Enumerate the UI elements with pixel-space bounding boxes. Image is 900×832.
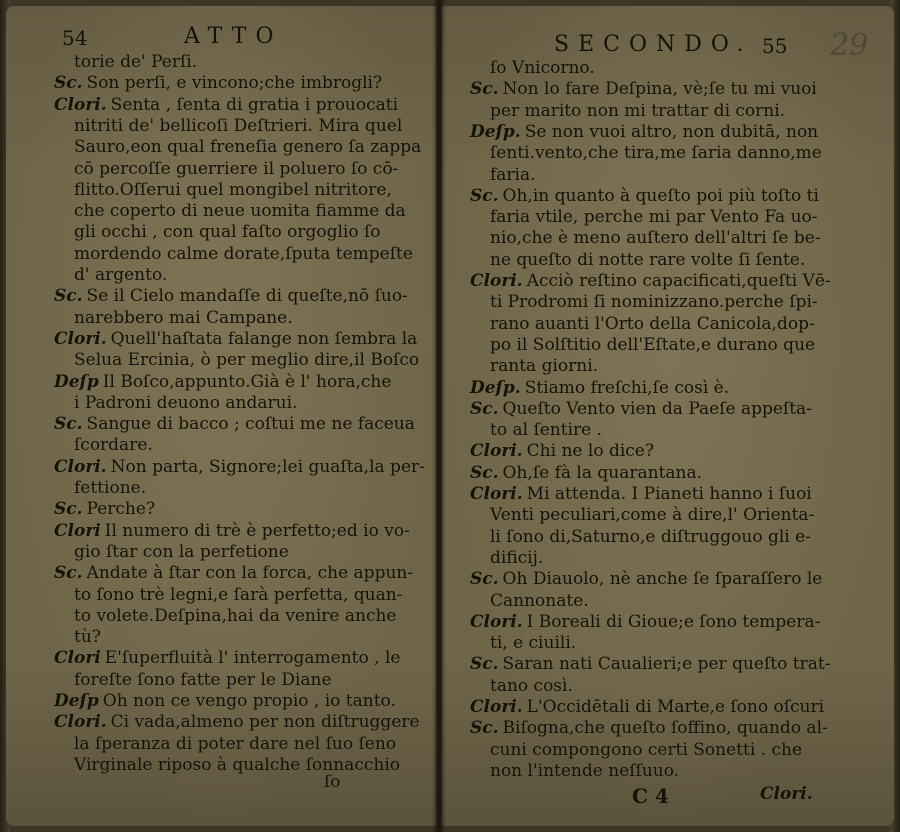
line-text: gio ſtar con la perfetione: [74, 541, 289, 562]
line-text: faria vtile, perche mi par Vento Fa uo-: [490, 207, 818, 228]
running-head: ATTO: [184, 24, 283, 49]
text-line: [470, 569, 822, 589]
line-text: rano auanti l'Orto della Canicola,dop-: [490, 313, 815, 334]
line-text: narebbero mai Campane.: [74, 307, 293, 328]
line-text: tù?: [74, 627, 101, 648]
page-number: 54: [62, 26, 88, 50]
text-line: [470, 740, 802, 760]
line-text: Acciò reſtino capacificati,queſti Vē-: [526, 271, 831, 291]
line-text: faria.: [490, 164, 536, 185]
text-line: [54, 180, 392, 200]
line-text: flitto.Oſſerui quel mongibel nitritore,: [74, 179, 392, 200]
line-text: L'Occidētali di Marte,e ſono oſcuri: [526, 697, 825, 717]
line-text: to volete.Deſpina,hai da venire anche: [74, 605, 397, 626]
text-line: [470, 292, 818, 312]
text-line: [470, 654, 830, 674]
line-text: ranta giorni.: [490, 356, 599, 377]
line-text: Non lo fare Deſpina, vè;ſe tu mi vuoi: [502, 79, 817, 100]
text-line: [54, 734, 396, 754]
text-line: [470, 228, 821, 248]
line-text: mordendo calme dorate,ſputa tempeſte: [74, 243, 413, 264]
line-text: Se non vuoi altro, non dubitā, non: [524, 121, 819, 142]
line-text: Mi attenda. I Pianeti hanno i ſuoi: [526, 484, 812, 504]
line-text: ſenti.vento,che tira,me ſaria danno,me: [490, 143, 822, 164]
line-text: Selua Ercinia, ò per meglio dire,il Boſco: [74, 350, 420, 371]
text-line: [470, 356, 598, 376]
line-text: d' argento.: [74, 265, 168, 285]
text-line: [54, 435, 153, 455]
line-text: Oh,ſe fà la quarantana.: [502, 462, 703, 483]
line-text: Se il Cielo mandaſſe di queſte,nō ſuo-: [86, 286, 408, 307]
speaker-label: Sc.: [54, 563, 83, 584]
line-text: Biſogna,che queſto ſoffino, quando al-: [502, 718, 828, 739]
text-line: [54, 201, 406, 221]
text-line: [54, 73, 382, 93]
speaker-label: Sc.: [470, 569, 499, 590]
text-line: [470, 633, 576, 653]
text-line: [470, 399, 812, 419]
text-line: [470, 441, 654, 461]
line-text: ſo Vnicorno.: [490, 58, 595, 78]
line-text: to al ſentire .: [490, 420, 603, 441]
speaker-label: Sc.: [54, 499, 83, 520]
line-text: Stiamo freſchi,ſe così è.: [524, 377, 730, 398]
line-text: ti, e ciuili.: [490, 633, 577, 654]
text-line: [470, 697, 824, 717]
line-text: Oh non ce vengo propio , io tanto.: [102, 691, 396, 711]
text-line: [54, 585, 402, 605]
text-line: [54, 308, 293, 328]
line-text: Sangue di bacco ; coſtui me ne faceua: [86, 414, 415, 435]
text-line: [470, 165, 536, 185]
running-head: SECONDO.: [554, 32, 753, 57]
text-line: [54, 159, 398, 179]
line-text: Non parta, Signore;lei guaſta,la per-: [110, 456, 425, 477]
speaker-label: Sc.: [470, 79, 499, 100]
text-line: [470, 718, 828, 738]
line-text: nitriti de' bellicoſi Deſtrieri. Mira quel: [74, 115, 403, 136]
text-line: [470, 527, 811, 547]
speaker-label: Clori.: [470, 441, 523, 462]
line-text: Virginale riposo à qualche ſonnacchio: [74, 754, 400, 775]
text-line: [54, 691, 396, 711]
line-text: Perche?: [86, 499, 156, 520]
text-line: [470, 335, 815, 355]
text-line: [470, 463, 702, 483]
text-line: [470, 505, 814, 525]
text-line: [54, 95, 398, 115]
text-line: [470, 250, 805, 270]
speaker-label: Clori.: [470, 271, 523, 291]
line-text: Chi ne lo dice?: [526, 441, 654, 462]
line-text: Quell'haſtata falange non ſembra la: [110, 328, 418, 349]
text-line: [54, 627, 101, 647]
speaker-label: Sc.: [54, 414, 83, 435]
text-line: [470, 548, 543, 568]
line-text: tano così.: [490, 675, 573, 696]
line-text: to ſono trè legni,e ſarà perfetta, quan-: [74, 584, 403, 605]
line-text: cuni compongono certi Sonetti . che: [490, 739, 803, 760]
speaker-label: Clori.: [470, 611, 523, 632]
line-text: Oh,in quanto à queſto poi più toſto ti: [502, 185, 819, 206]
text-line: [470, 143, 822, 163]
line-text: Cannonate.: [490, 590, 589, 611]
line-text: po il Solſtitio dell'Eſtate,e durano que: [490, 334, 816, 355]
catchword: Clori.: [760, 784, 813, 804]
speaker-label: Sc.: [470, 398, 499, 419]
text-line: [54, 286, 408, 306]
speaker-label: Clori.: [54, 456, 107, 477]
speaker-label: Sc.: [470, 462, 499, 483]
text-line: [470, 79, 817, 99]
line-text: gli occhi , con qual faſto orgoglio ſo: [74, 222, 381, 243]
speaker-label: Deſp: [54, 691, 99, 711]
text-line: [54, 222, 381, 242]
text-line: [54, 755, 400, 775]
line-text: Venti peculiari,come à dire,l' Orienta-: [490, 505, 815, 526]
catchword: ſo: [324, 772, 341, 792]
text-line: [470, 58, 595, 78]
text-line: [54, 457, 425, 477]
text-line: [470, 207, 818, 227]
gutter-shadow: [432, 0, 446, 832]
text-line: [470, 122, 818, 142]
text-line: [54, 372, 391, 392]
text-line: [54, 350, 419, 370]
line-text: per marito non mi trattar di corni.: [490, 100, 786, 121]
right-page: [442, 6, 894, 826]
speaker-label: Clori: [54, 648, 101, 669]
line-text: Ci vada,almeno per non diſtruggere: [110, 712, 420, 733]
text-line: [470, 271, 831, 291]
pencil-folio-mark: 29: [830, 28, 869, 63]
text-line: [470, 186, 819, 206]
line-text: Andate à ſtar con la forca, che appun-: [86, 563, 414, 584]
text-line: [54, 563, 413, 583]
speaker-label: Clori.: [54, 94, 107, 115]
speaker-label: Sc.: [54, 73, 83, 94]
line-text: foreſte ſono fatte per le Diane: [74, 669, 332, 690]
line-text: Saran nati Caualieri;e per queſto trat-: [502, 654, 831, 675]
speaker-label: Clori.: [54, 328, 107, 349]
text-line: [54, 52, 197, 72]
speaker-label: Sc.: [470, 718, 499, 739]
line-text: non l'intende neſſuuo.: [490, 760, 680, 781]
line-text: fettione.: [74, 478, 147, 498]
speaker-label: Deſp.: [470, 121, 521, 142]
line-text: cō percoſſe guerriere il poluero ſo cō-: [74, 158, 399, 179]
text-line: [54, 116, 402, 136]
line-text: ti Prodromi ſi nominizzano.perche ſpi-: [490, 292, 818, 313]
line-text: li ſono di,Saturno,e diſtruggouo gli e-: [490, 526, 811, 547]
speaker-label: Clori: [54, 520, 101, 541]
text-line: [54, 393, 297, 413]
line-text: Son perſi, e vincono;che imbrogli?: [86, 73, 383, 94]
line-text: Oh Diauolo, nè anche ſe ſparaſſero le: [502, 569, 823, 590]
text-line: [54, 606, 397, 626]
speaker-label: Sc.: [470, 654, 499, 675]
text-line: [54, 670, 332, 690]
speaker-label: Clori.: [54, 712, 107, 733]
text-line: [54, 499, 155, 519]
line-text: la ſperanza di poter dare nel ſuo ſeno: [74, 733, 397, 754]
line-text: torie de' Perſi.: [74, 52, 198, 72]
page-number: 55: [762, 34, 788, 58]
speaker-label: Clori.: [470, 697, 523, 717]
line-text: Senta , ſenta di gratia i prouocati: [110, 94, 399, 115]
text-line: [470, 420, 602, 440]
text-line: [54, 712, 420, 732]
text-line: [470, 591, 589, 611]
text-line: [54, 137, 421, 157]
left-page: [6, 6, 436, 826]
line-text: Il numero di trè è perfetto;ed io vo-: [104, 520, 410, 541]
speaker-label: Deſp: [54, 371, 99, 392]
text-line: [54, 542, 289, 562]
line-text: Il Boſco,appunto.Già è l' hora,che: [102, 371, 392, 392]
text-line: [470, 314, 815, 334]
text-line: [54, 244, 413, 264]
line-text: E'ſuperfluità l' interrogamento , le: [104, 648, 401, 669]
text-line: [470, 676, 573, 696]
text-line: [54, 478, 146, 498]
text-line: [470, 101, 785, 121]
line-text: nio,che è meno auſtero dell'altri ſe be-: [490, 228, 821, 249]
line-text: ne queſto di notte rare volte ſi ſente.: [490, 249, 806, 270]
line-text: i Padroni deuono andarui.: [74, 392, 298, 413]
text-line: [54, 648, 400, 668]
text-line: [54, 265, 167, 285]
text-line: [54, 521, 410, 541]
text-line: [470, 761, 679, 781]
speaker-label: Deſp.: [470, 377, 521, 398]
line-text: Queſto Vento vien da Paeſe appeſta-: [502, 398, 812, 419]
text-line: [470, 378, 729, 398]
text-line: [470, 612, 820, 632]
speaker-label: Clori.: [470, 484, 523, 504]
line-text: che coperto di neue uomita fiamme da: [74, 201, 406, 222]
line-text: ſcordare.: [74, 435, 153, 456]
text-line: [470, 484, 812, 504]
text-line: [54, 329, 417, 349]
line-text: I Boreali di Gioue;e ſono tempera-: [526, 611, 821, 632]
speaker-label: Sc.: [470, 185, 499, 206]
signature-mark: C 4: [632, 784, 669, 808]
text-line: [54, 414, 415, 434]
speaker-label: Sc.: [54, 286, 83, 307]
line-text: dificij.: [490, 547, 544, 568]
line-text: Sauro,eon qual freneſia genero ſa zappa: [74, 137, 422, 158]
